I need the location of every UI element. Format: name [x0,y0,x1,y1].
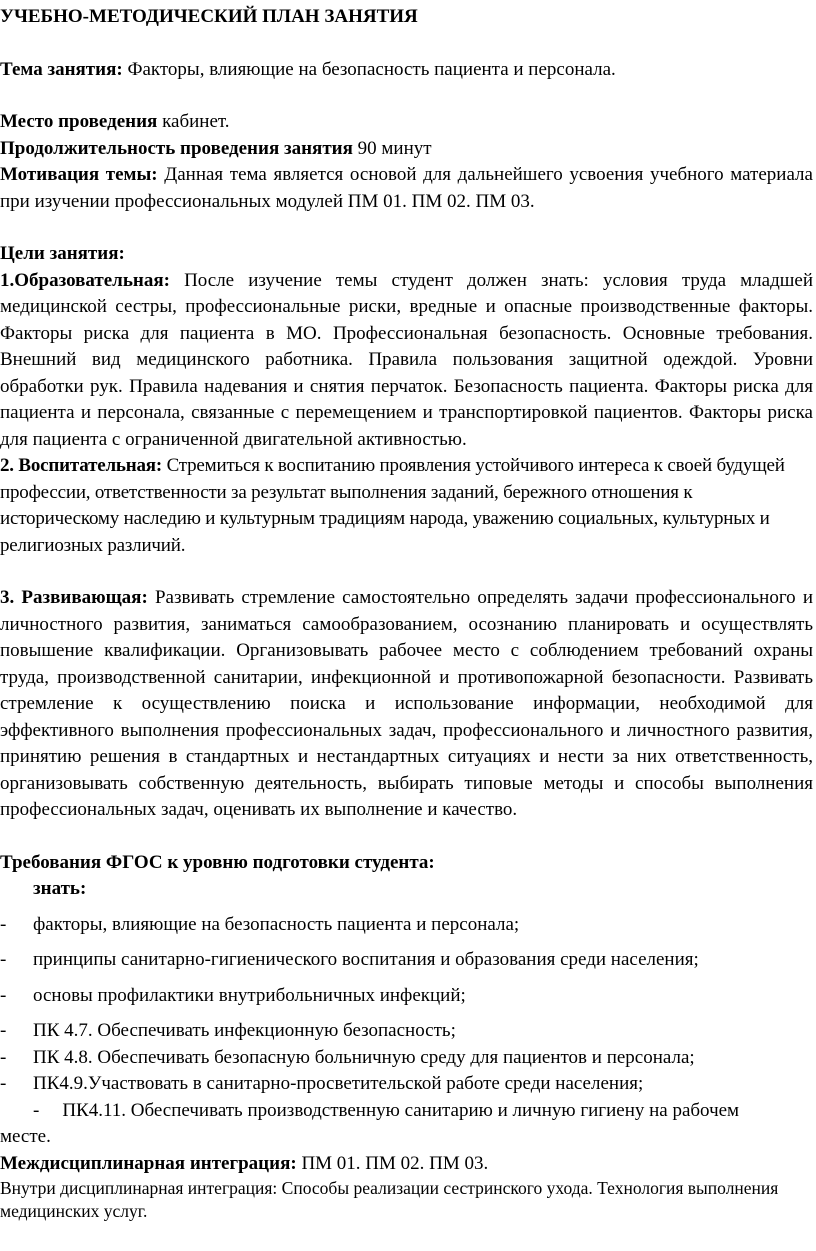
list-item: - основы профилактики внутрибольничных инфекций; [0,984,466,1006]
list-item: - принципы санитарно-гигиенического воспитания и образования среди населения; [0,949,699,970]
topic-text: Факторы, влияющие на безопасность пациента и персонала. [122,58,616,80]
interdisciplinary-label: Междисциплинарная интеграция: [0,1152,297,1174]
upbringing-label: 2. Воспитательная: [0,455,163,476]
intradisciplinary-label: Внутри дисциплинарная интеграция: [0,1178,278,1198]
upbringing-text: Стремиться к воспитанию проявления устойчивого интереса к своей будущей профессии, ответственности за результат выполнения заданий, бережного отношения к историческому наследию и культурным традициям народа, уважению социальных, культурных и религиозных различий. [0,455,785,556]
goals-heading: Цели занятия: [0,243,125,264]
interdisciplinary-line [0,1151,813,1178]
requirements-list [0,912,813,1151]
developing-goal [0,585,813,824]
duration-label: Продолжительность проведения занятия [0,137,353,159]
place-label: Место проведения [0,111,158,132]
topic-label: Тема занятия: [0,58,123,80]
requirements-heading: Требования ФГОС к уровню подготовки студента: [0,851,435,873]
know-label: знать: [33,878,87,899]
place-line [0,109,813,136]
duration-line [0,136,813,163]
intradisciplinary-line [0,1177,813,1223]
duration-text: 90 минут [352,137,432,159]
educational-text: После изучение темы студент должен знать: условия труда младшей медицинской сестры, профессиональные риски, вредные и опасные производственные факторы. Факторы риска для пациента в МО. Профессиональная безопасность. Основные требования. Внешний вид медицинского работника. Правила пользования защитной одеждой. Уровни обработки рук. Правила надевания и снятия перчаток. Безопасность пациента. Факторы риска для пациента и персонала, связанные с перемещением и транспортировкой пациентов. Факторы риска для пациента с ограниченной двигательной активностью. [0,269,813,450]
topic-line [0,57,813,84]
motivation-label: Мотивация темы: [0,164,158,185]
educational-goal [0,268,813,454]
list-item: - ПК4.9.Участвовать в санитарно-просветительской работе среди населения; [0,1073,644,1094]
list-item: - ПК4.11. Обеспечивать производственную санитарию и личную гигиену на рабочем [33,1099,740,1121]
place-text: кабинет. [157,111,230,132]
developing-label: 3. Развивающая: [0,587,148,608]
upbringing-goal [0,453,813,559]
developing-text: Развивать стремление самостоятельно определять задачи профессионального и личностного развития, заниматься самообразованием, осознанию планировать и осуществлять повышение квалификации. Организовывать рабочее место с соблюдением требований охраны труда, производственной санитарии, инфекционной и противопожарной безопасности. Развивать стремление к осуществлению поиска и использование информации, необходимой для эффективного выполнения профессиональных задач, профессионального и личностного развития, принятию решения в стандартных и нестандартных ситуациях и нести за них ответственность, организовывать собственную деятельность, выбирать типовые методы и способы выполнения профессиональных задач, оценивать их выполнение и качество. [0,587,813,820]
motivation-text: Данная тема является основой для дальнейшего усвоения учебного материала при изучении профессиональных модулей ПМ 01. ПМ 02. ПМ 03. [0,164,813,212]
list-item: - ПК 4.8. Обеспечивать безопасную больничную среду для пациентов и персонала; [0,1046,695,1068]
list-item: - факторы, влияющие на безопасность пациента и персонала; [0,913,520,935]
educational-label: 1.Образовательная: [0,269,170,291]
motivation-paragraph [0,162,813,215]
interdisciplinary-text: ПМ 01. ПМ 02. ПМ 03. [296,1152,489,1174]
document-title: УЧЕБНО-МЕТОДИЧЕСКИЙ ПЛАН ЗАНЯТИЯ [0,6,418,27]
list-item: - ПК 4.7. Обеспечивать инфекционную безопасность; [0,1020,456,1041]
document-page [0,4,813,1223]
list-item-continuation: месте. [0,1126,51,1147]
intradisciplinary-text: Способы реализации сестринского ухода. Технология выполнения медицинских услуг. [0,1178,779,1221]
